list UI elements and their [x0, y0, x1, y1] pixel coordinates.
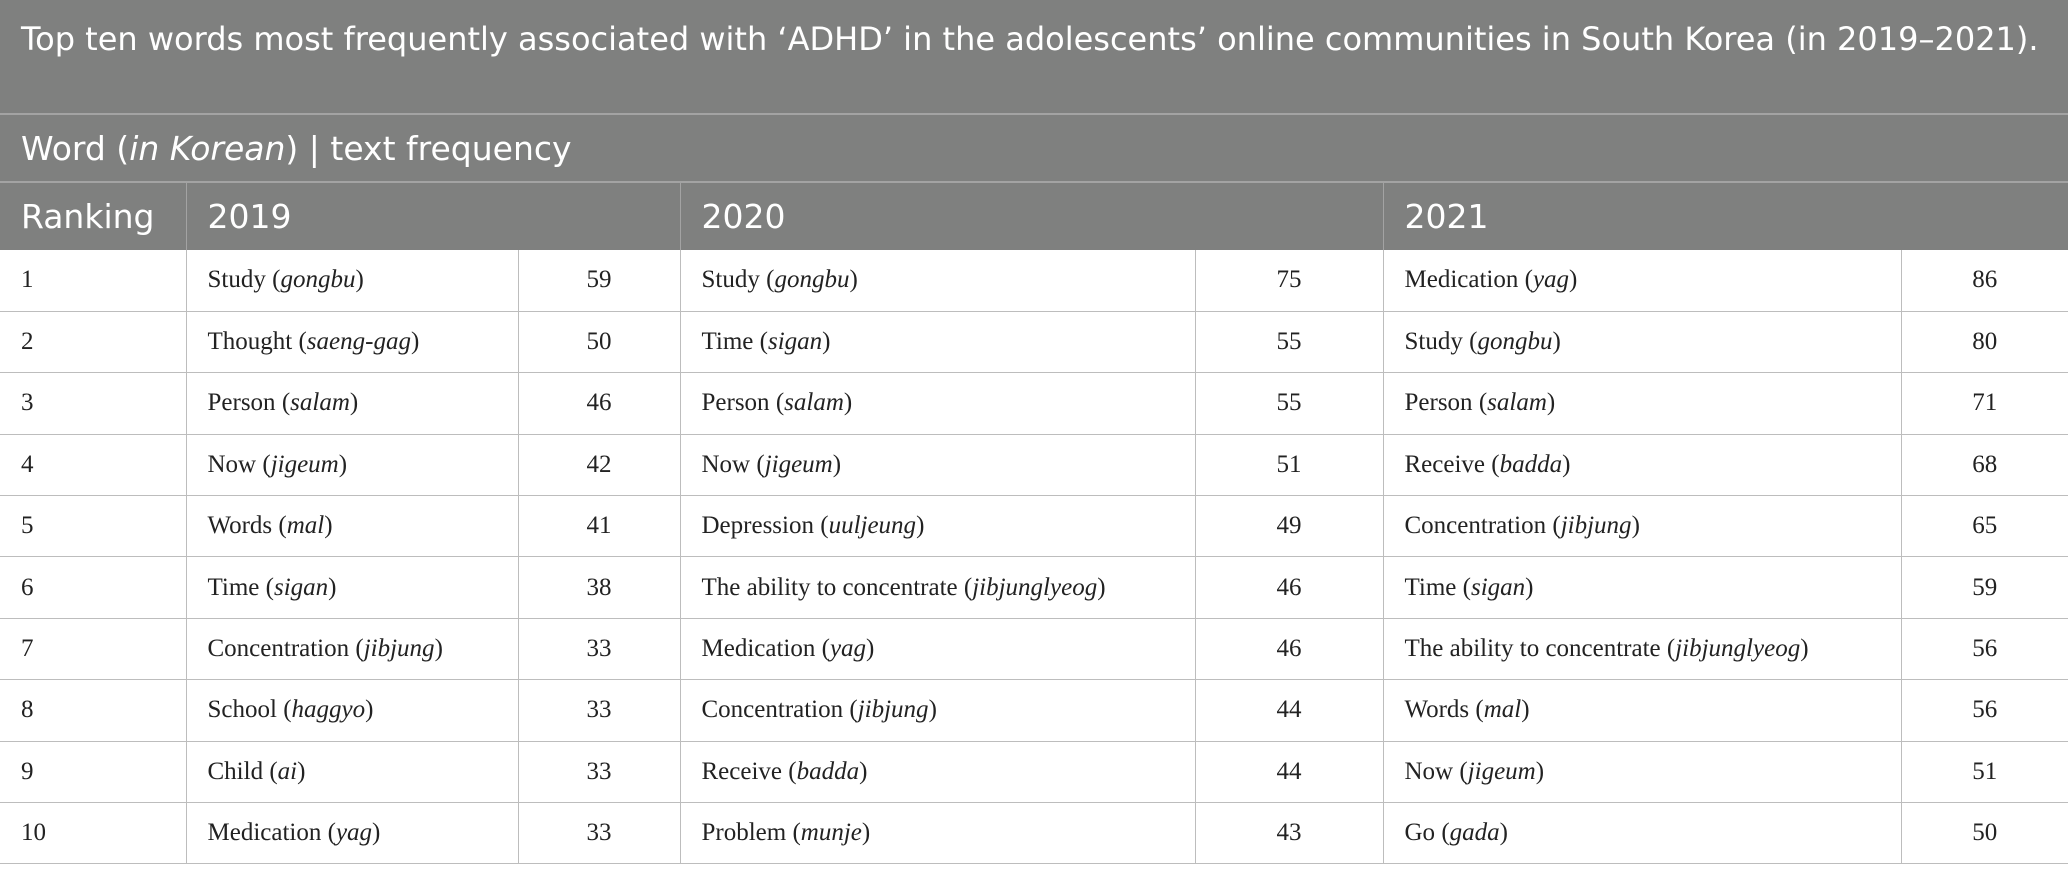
frequency-cell-2019: 33 — [518, 618, 680, 679]
word-english: Now — [1404, 757, 1454, 785]
frequency-cell-2020: 51 — [1195, 434, 1383, 495]
word-english: Study — [701, 266, 760, 294]
word-korean: jibjung — [363, 635, 435, 663]
rank-cell: 3 — [0, 373, 186, 434]
word-korean: uuljeung — [828, 512, 917, 540]
word-korean: yag — [335, 819, 373, 847]
frequency-cell-2020: 55 — [1195, 311, 1383, 372]
word-english: Now — [207, 450, 257, 478]
rank-cell: 1 — [0, 250, 186, 311]
word-english: Receive — [701, 757, 783, 785]
subheader-prefix: Word ( — [21, 128, 130, 168]
word-korean: jibjunglyeog — [1675, 635, 1801, 663]
column-header-row — [0, 182, 2068, 250]
word-cell-2019: Time (sigan) — [186, 557, 518, 618]
word-cell-2019: Person (salam) — [186, 373, 518, 434]
word-cell-2019: School (haggyo) — [186, 680, 518, 741]
word-english: Study — [1404, 328, 1463, 356]
word-english: Time — [207, 573, 260, 601]
word-english: Depression — [701, 512, 814, 540]
word-english: Concentration — [207, 635, 350, 663]
word-cell-2021: Time (sigan) — [1383, 557, 1901, 618]
word-cell-2020: Receive (badda) — [680, 741, 1195, 802]
table-row — [0, 741, 2068, 802]
word-english: Now — [701, 450, 751, 478]
frequency-cell-2021: 65 — [1901, 496, 2068, 557]
word-cell-2019: Study (gongbu) — [186, 250, 518, 311]
frequency-cell-2020: 46 — [1195, 618, 1383, 679]
rank-cell: 7 — [0, 618, 186, 679]
frequency-cell-2021: 51 — [1901, 741, 2068, 802]
frequency-cell-2021: 56 — [1901, 680, 2068, 741]
frequency-cell-2020: 44 — [1195, 741, 1383, 802]
word-korean: saeng-gag — [306, 328, 411, 356]
word-english: Person — [1404, 389, 1473, 417]
word-cell-2020: Concentration (jibjung) — [680, 680, 1195, 741]
frequency-cell-2020: 43 — [1195, 803, 1383, 864]
frequency-cell-2021: 68 — [1901, 434, 2068, 495]
word-korean: sigan — [273, 573, 329, 601]
word-cell-2019: Now (jigeum) — [186, 434, 518, 495]
word-korean: jibjung — [1560, 512, 1632, 540]
word-english: Concentration — [1404, 512, 1547, 540]
word-cell-2021: Words (mal) — [1383, 680, 1901, 741]
frequency-cell-2019: 50 — [518, 311, 680, 372]
table-row — [0, 250, 2068, 311]
table-row — [0, 680, 2068, 741]
word-cell-2020: Study (gongbu) — [680, 250, 1195, 311]
word-english: Person — [701, 389, 770, 417]
frequency-cell-2021: 71 — [1901, 373, 2068, 434]
word-cell-2020: The ability to concentrate (jibjunglyeog) — [680, 557, 1195, 618]
word-korean: jigeum — [764, 450, 833, 478]
word-english: School — [207, 696, 277, 724]
rank-cell: 4 — [0, 434, 186, 495]
word-cell-2019: Medication (yag) — [186, 803, 518, 864]
frequency-cell-2019: 59 — [518, 250, 680, 311]
frequency-cell-2020: 75 — [1195, 250, 1383, 311]
word-korean: salam — [784, 389, 844, 417]
word-english: Words — [207, 512, 273, 540]
word-korean: gada — [1449, 819, 1500, 847]
rank-cell: 2 — [0, 311, 186, 372]
word-english: Person — [207, 389, 276, 417]
word-cell-2019: Child (ai) — [186, 741, 518, 802]
frequency-cell-2020: 49 — [1195, 496, 1383, 557]
word-english: Thought — [207, 328, 293, 356]
word-english: Study — [207, 266, 266, 294]
frequency-cell-2021: 80 — [1901, 311, 2068, 372]
rank-cell: 9 — [0, 741, 186, 802]
word-cell-2020: Medication (yag) — [680, 618, 1195, 679]
word-korean: gongbu — [774, 266, 850, 294]
frequency-cell-2020: 55 — [1195, 373, 1383, 434]
frequency-cell-2021: 50 — [1901, 803, 2068, 864]
word-korean: sigan — [767, 328, 823, 356]
word-cell-2021: Receive (badda) — [1383, 434, 1901, 495]
header-2019: 2019 — [186, 182, 680, 250]
word-korean: jibjung — [857, 696, 929, 724]
word-korean: jibjunglyeog — [972, 573, 1098, 601]
word-korean: jigeum — [270, 450, 339, 478]
word-cell-2019: Concentration (jibjung) — [186, 618, 518, 679]
word-korean: badda — [796, 757, 860, 785]
header-2021: 2021 — [1383, 182, 2068, 250]
word-english: Concentration — [701, 696, 844, 724]
table-row — [0, 496, 2068, 557]
word-korean: mal — [1483, 696, 1522, 724]
word-cell-2021: Medication (yag) — [1383, 250, 1901, 311]
word-english: Time — [701, 328, 754, 356]
word-english: Problem — [701, 819, 787, 847]
word-english: Go — [1404, 819, 1436, 847]
word-korean: yag — [829, 635, 867, 663]
word-korean: sigan — [1470, 573, 1526, 601]
table-subheader — [0, 114, 2068, 182]
frequency-cell-2020: 46 — [1195, 557, 1383, 618]
word-korean: haggyo — [291, 696, 366, 724]
header-2020: 2020 — [680, 182, 1383, 250]
table-row — [0, 557, 2068, 618]
rank-cell: 10 — [0, 803, 186, 864]
word-cell-2020: Depression (uuljeung) — [680, 496, 1195, 557]
word-cell-2019: Thought (saeng-gag) — [186, 311, 518, 372]
rank-cell: 5 — [0, 496, 186, 557]
frequency-cell-2019: 41 — [518, 496, 680, 557]
frequency-cell-2019: 33 — [518, 680, 680, 741]
word-korean: jigeum — [1467, 757, 1536, 785]
table-row — [0, 434, 2068, 495]
word-cell-2020: Problem (munje) — [680, 803, 1195, 864]
word-english: Medication — [1404, 266, 1519, 294]
word-cell-2020: Now (jigeum) — [680, 434, 1195, 495]
word-english: Receive — [1404, 450, 1486, 478]
table-caption: Top ten words most frequently associated with ‘ADHD’ in the adolescents’ online communities in South Korea (in 2019–2021). — [0, 0, 2068, 114]
frequency-cell-2021: 56 — [1901, 618, 2068, 679]
word-english: Words — [1404, 696, 1470, 724]
word-english: Medication — [207, 819, 322, 847]
word-english: The ability to concentrate — [1404, 635, 1661, 663]
frequency-cell-2019: 33 — [518, 803, 680, 864]
word-english: Child — [207, 757, 264, 785]
word-english: Time — [1404, 573, 1457, 601]
header-ranking: Ranking — [0, 182, 186, 250]
frequency-cell-2019: 38 — [518, 557, 680, 618]
word-cell-2021: Person (salam) — [1383, 373, 1901, 434]
word-cell-2020: Person (salam) — [680, 373, 1195, 434]
table-row — [0, 373, 2068, 434]
word-english: Medication — [701, 635, 816, 663]
subheader-suffix: ) | text frequency — [285, 128, 572, 168]
word-korean: salam — [290, 389, 350, 417]
word-korean: yag — [1532, 266, 1570, 294]
frequency-cell-2021: 86 — [1901, 250, 2068, 311]
rank-cell: 6 — [0, 557, 186, 618]
word-cell-2021: Go (gada) — [1383, 803, 1901, 864]
word-cell-2021: Concentration (jibjung) — [1383, 496, 1901, 557]
word-korean: gongbu — [1477, 328, 1553, 356]
frequency-cell-2020: 44 — [1195, 680, 1383, 741]
word-cell-2021: Now (jigeum) — [1383, 741, 1901, 802]
word-cell-2019: Words (mal) — [186, 496, 518, 557]
word-korean: munje — [800, 819, 862, 847]
word-cell-2020: Time (sigan) — [680, 311, 1195, 372]
frequency-cell-2019: 33 — [518, 741, 680, 802]
table-row — [0, 803, 2068, 864]
word-cell-2021: The ability to concentrate (jibjunglyeog) — [1383, 618, 1901, 679]
table-row — [0, 618, 2068, 679]
word-korean: ai — [277, 757, 298, 785]
word-korean: badda — [1499, 450, 1563, 478]
word-korean: salam — [1487, 389, 1547, 417]
word-cell-2021: Study (gongbu) — [1383, 311, 1901, 372]
frequency-cell-2021: 59 — [1901, 557, 2068, 618]
word-korean: gongbu — [280, 266, 356, 294]
frequency-cell-2019: 46 — [518, 373, 680, 434]
table-body — [0, 250, 2068, 864]
word-korean: mal — [286, 512, 325, 540]
frequency-cell-2019: 42 — [518, 434, 680, 495]
word-english: The ability to concentrate — [701, 573, 958, 601]
rank-cell: 8 — [0, 680, 186, 741]
table-row — [0, 311, 2068, 372]
subheader-italic: in Korean — [129, 128, 286, 168]
